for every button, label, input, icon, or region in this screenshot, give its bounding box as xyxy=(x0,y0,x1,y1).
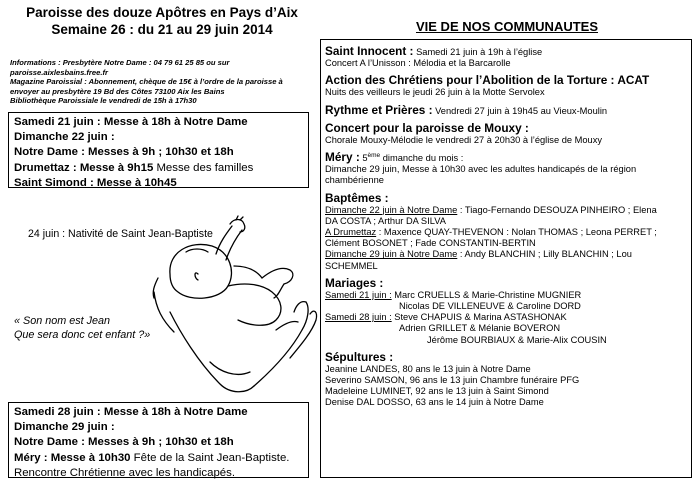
mass-line: Samedi 28 juin : Messe à 18h à Notre Dame xyxy=(14,406,248,418)
section-heading: Sépultures : xyxy=(325,349,394,364)
week-title: Semaine 26 : du 21 au 29 juin 2014 xyxy=(51,22,273,37)
info-line: paroisse.aixlesbains.free.fr xyxy=(10,67,108,77)
section-acat: Action des Chrétiens pour l’Abolition de la Torture : ACAT Nuits des veilleurs le jeudi 26 juin à la Motte Servolex xyxy=(325,73,687,98)
section-heading: Concert pour la paroisse de Mouxy : xyxy=(325,120,529,135)
mass-line: Saint Simond : Messe à 10h45 xyxy=(14,176,177,189)
quote-line: Que sera donc cet enfant ?» xyxy=(14,329,151,341)
section-mouxy: Concert pour la paroisse de Mouxy : Chorale Mouxy-Mélodie le vendredi 27 à 20h30 à l’église de Mouxy xyxy=(325,121,687,146)
parish-title: Paroisse des douze Apôtres en Pays d’Aix xyxy=(26,5,298,20)
list-item: Adrien GRILLET & Mélanie BOVERON xyxy=(399,323,561,334)
mass-line: Rencontre Chrétienne avec les handicapés. xyxy=(14,466,235,479)
section-innocent: Saint Innocent : Samedi 21 juin à 19h à l’église Concert A l’Unisson : Mélodia et la Barcarolle xyxy=(325,44,543,69)
list-item: Madeleine LUMINET, 92 ans le 13 juin à Saint Simond xyxy=(325,386,549,397)
section-heading: Méry : xyxy=(325,150,360,165)
info-line: Magazine Paroissial : Abonnement, chèque de 15€ à l’ordre de la paroisse à xyxy=(10,77,283,87)
mass-line: Samedi 21 juin : Messe à 18h à Notre Dame xyxy=(14,116,248,128)
list-item: Clément BOSONET ; Fade CONSTANTIN-BERTIN xyxy=(325,238,536,249)
info-line: envoyer au presbytère 19 Bd des Côtes 73100 Aix les Bains xyxy=(10,86,225,96)
mass-line: Drumettaz : Messe à 9h15 Messe des familles xyxy=(14,161,254,174)
section-heading: Rythme et Prières : xyxy=(325,102,433,117)
info-line: Bibliothèque Paroissiale le vendredi de 15h à 17h30 xyxy=(10,96,197,106)
mass-line: Dimanche 29 juin : xyxy=(14,421,115,434)
mass-line: Dimanche 22 juin : xyxy=(14,131,115,144)
community-box xyxy=(320,39,692,478)
section-heading: Mariages : xyxy=(325,275,384,290)
list-item: Jeanine LANDES, 80 ans le 13 juin à Notre Dame xyxy=(325,363,531,374)
list-item: Jérôme BOURBIAUX & Marie-Alix COUSIN xyxy=(427,334,607,345)
list-item: Denise DAL DOSSO, 63 ans le 14 juin à Notre Dame xyxy=(325,397,544,408)
section-mery: Méry : 5ème dimanche du mois : Dimanche 29 juin, Messe à 10h30 avec les adultes handicapés de la région chambérienne xyxy=(325,150,637,186)
community-title: VIE DE NOS COMMUNAUTES xyxy=(415,19,598,34)
info-block xyxy=(10,58,310,106)
list-item: Severino SAMSON, 96 ans le 13 juin Chambre funéraire PFG xyxy=(325,375,580,386)
list-item: SCHEMMEL xyxy=(325,260,378,271)
info-line: Informations : Presbytère Notre Dame : 04 79 61 25 85 ou sur xyxy=(10,58,230,67)
masses-week-1 xyxy=(8,112,309,188)
mass-line: Notre Dame : Messes à 9h ; 10h30 et 18h xyxy=(14,146,234,159)
section-mariages xyxy=(325,276,687,346)
section-rythme: Rythme et Prières : Vendredi 27 juin à 19h45 au Vieux-Moulin xyxy=(325,102,608,117)
list-item: DA COSTA ; Arthur DA SILVA xyxy=(325,215,446,226)
quote xyxy=(14,314,150,342)
masses-week-2 xyxy=(8,402,309,478)
list-item: Samedi 21 juin : Marc CRUELLS & Marie-Christine MUGNIER xyxy=(325,289,582,300)
section-baptemes xyxy=(325,191,687,272)
list-item: Nicolas DE VILLENEUVE & Caroline DORD xyxy=(399,301,581,312)
section-heading: Saint Innocent : xyxy=(325,44,414,58)
list-item: Samedi 28 juin : Steve CHAPUIS & Marina ASTASHONAK xyxy=(325,312,567,323)
section-sepultures xyxy=(325,350,687,409)
section-heading: Baptêmes : xyxy=(325,190,389,205)
quote-line: « Son nom est Jean xyxy=(14,315,111,327)
nativity-note: 24 juin : Nativité de Saint Jean-Baptiste xyxy=(28,228,213,240)
list-item: Dimanche 29 juin à Notre Dame : Andy BLANCHIN ; Lilly BLANCHIN ; Lou xyxy=(325,249,632,260)
list-item: Dimanche 22 juin à Notre Dame : Tiago-Fernando DESOUZA PINHEIRO ; Elena xyxy=(325,204,657,215)
mass-line: Notre Dame : Messes à 9h ; 10h30 et 18h xyxy=(14,436,234,449)
list-item: A Drumettaz : Maxence QUAY-THEVENON : Nolan THOMAS ; Leona PERRET ; xyxy=(325,227,657,238)
mass-line: Méry : Messe à 10h30 Fête de la Saint Jean-Baptiste. xyxy=(14,451,290,464)
section-heading: Action des Chrétiens pour l’Abolition de la Torture : ACAT xyxy=(325,73,650,88)
baby-hands-illustration xyxy=(150,212,320,397)
